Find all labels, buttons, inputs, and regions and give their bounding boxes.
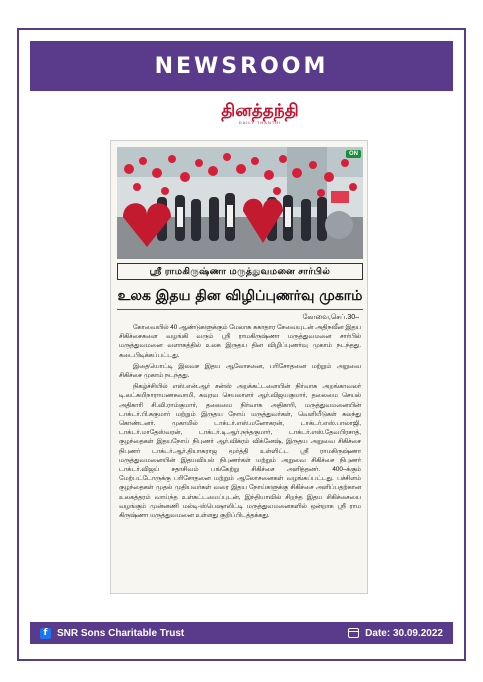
article-subhead: ஸ்ரீ ராமகிருஷ்ணா மருத்துவமனை சார்பில் — [117, 263, 363, 280]
facebook-icon: f — [40, 628, 51, 639]
event-photo — [117, 147, 363, 259]
page-title: NEWSROOM — [154, 53, 329, 79]
article-paragraph: இதையொட்டி இலவச இதய ஆலோசனை, பரிசோதனை மற்றும் அறுவை சிகிச்சை முகாம் நடந்தது. — [119, 362, 361, 380]
divider — [117, 309, 363, 310]
article-paragraph: நிகழ்ச்சியில் எஸ்.என்.ஆர் சன்ஸ் அறக்கட்டளையின் நிர்வாக அறங்காவலர் டி.லட்சுமிநாராயணசுவாமி, கவுரவ செயலாளர் ஆர்.விஜயகுமார், தலைமை செயல் அதிகாரி சி.வி.ராம்குமார், தலைமை நிர்வாக அதிகாரி, மருத்துவமனையின் டாக்டர்.பி.சுகுமார் மற்றும் இருதய நோய் மருத்துவர்கள், வெளியீடுகள் கலந்து கொண்டனர். முகாமில் டாக்டர்.எஸ்.மனோகரன், டாக்டர்.எஸ்.பாலாஜி, டாக்டர்.மாதேஸ்வரன், டாக்டர்.டி.ஆர்.நந்தகுமார், டாக்டர்.எஸ்.தேவபிரசாத், குழந்தைகள் இதயநோய் நிபுணர் ஆர்.விக்ரம் விக்னேஷ், இருதய அறுவை சிகிச்சை நிபுணர் டாக்டர்.ஆர்.தியாகராஜ மூர்த்தி உள்ளிட்ட ஸ்ரீ ராமகிருஷ்ணா மருத்துவமனையின் இதயவியல் நிபுணர்கள் மற்றும் அறுவை சிகிச்சை நிபுணர் டாக்டர்.விஜய் சதாசிவம் பங்கேற்று சிகிச்சை அளித்தனர். 400–க்கும் மேற்பட்டோருக்கு பரிசோதனை மற்றும் ஆலோசனைகள் வழங்கப்பட்டது. பச்சிளம் குழந்தைகள் முதல் முதியவர்கள் வரை இதய நோய்களுக்கு சிகிச்சை அளிப்பதற்கான உலகத்தரம் வாய்ந்த உள்கட்டமைப்புடன், இந்தியாவில் சிறந்த இதய சிகிச்சையை வழங்கும் முன்னணி மல்டி-ஸ்பெஷாலிட்டி மருத்துவமனைகளில் ஒன்றாக ஸ்ரீ ராம கிருஷ்ணா மருத்துவமனை உள்ளது குறிப்பிடத்தக்கது. — [119, 383, 361, 520]
article-body — [119, 323, 361, 522]
footer-bar — [30, 622, 453, 644]
newsroom-banner — [30, 41, 453, 91]
article-headline: உலக இதய தின விழிப்புணர்வு முகாம் — [117, 288, 363, 304]
org-name: SNR Sons Charitable Trust — [57, 627, 185, 639]
date-label: Date: 30.09.2022 — [365, 627, 443, 639]
footer-date — [348, 628, 443, 639]
on-badge: ON — [346, 150, 361, 158]
article-paragraph: கோவையில் 40 ஆண்டுகளுக்கும் மேலாக சுகாதார சேவையுடன் அதிநவீன இதய சிகிச்சைகளை வழங்கி வரும் ஸ்ரீ ராமகிருஷ்ணா மருத்துவமனை சார்பில் மருத்துவமனை வளாகத்தில் உலக இருதய தின விழிப்புணர்வு முகாம் நடந்தது. கடைபிடிக்கப்பட்டது. — [119, 324, 361, 359]
event-photo-illustration — [117, 147, 363, 259]
news-clipping — [110, 140, 368, 594]
newspaper-logo: தினத்தந்தி — [221, 101, 299, 121]
newspaper-tagline: DAILY THANTHI — [238, 120, 282, 125]
calendar-icon — [348, 628, 359, 638]
footer-org — [40, 628, 184, 639]
newspaper-masthead — [190, 102, 330, 132]
article-dateline: கோவை,செப்.30– — [302, 314, 359, 321]
